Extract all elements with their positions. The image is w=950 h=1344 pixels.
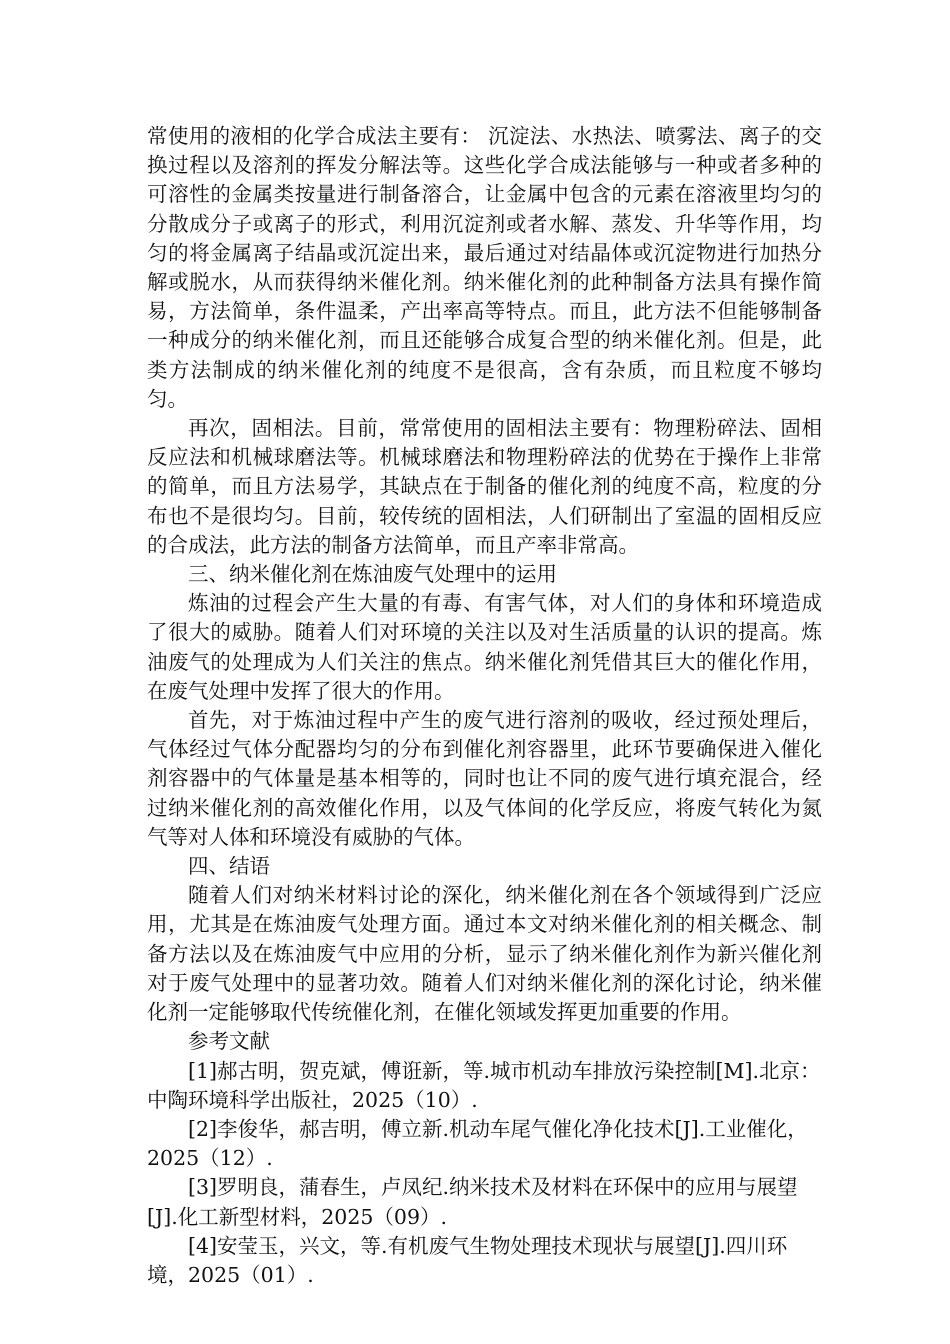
paragraph-conclusion: 随着人们对纳米材料讨论的深化，纳米催化剂在各个领域得到广泛应用，尤其是在炼油废气处理方面。通过本文对纳米催化剂的相关概念、制备方法以及在炼油废气中应用的分析，显示了纳米催化剂作为新兴催化剂对于废气处理中的显著功效。随着人们对纳米催化剂的深化讨论，纳米催化剂一定能够取代传统催化剂，在催化领域发挥更加重要的作用。 bbox=[147, 883, 822, 1025]
section-heading-application: 三、纳米催化剂在炼油废气处理中的运用 bbox=[188, 562, 557, 587]
paragraph-solid-phase-method: 再次，固相法。目前，常常使用的固相法主要有：物理粉碎法、固相反应法和机械球磨法等。机械球磨法和物理粉碎法的优势在于操作上非常的简单，而且方法易学，其缺点在于制备的催化剂的纯度不高，粒度的分布也不是很均匀。目前，较传统的固相法，人们研制出了室温的固相反应的合成法，此方法的制备方法简单，而且产率非常高。 bbox=[147, 416, 822, 557]
paragraph-refinery-gas-hazards: 炼油的过程会产生大量的有毒、有害气体，对人们的身体和环境造成了很大的威胁。随着人们对环境的关注以及对生活质量的认识的提高。炼油废气的处理成为人们关注的焦点。纳米催化剂凭借其巨大的催化作用，在废气处理中发挥了很大的作用。 bbox=[147, 591, 822, 703]
reference-item-2: [2]李俊华，郝吉明，傅立新.机动车尾气催化净化技术[J].工业催化，2025（12）. bbox=[147, 1116, 808, 1171]
references-heading: 参考文献 bbox=[188, 1029, 270, 1054]
section-heading-conclusion: 四、结语 bbox=[188, 854, 270, 879]
reference-item-4: [4]安莹玉，兴文，等.有机废气生物处理技术现状与展望[J].四川环境，2025（01）. bbox=[147, 1233, 788, 1287]
reference-item-3: [3]罗明良，蒲春生，卢凤纪.纳米技术及材料在环保中的应用与展望[J].化工新型材料，2025（09）. bbox=[147, 1175, 798, 1229]
reference-item-1: [1]郝古明，贺克斌，傅诳新，等.城市机动车排放污染控制[M].北京：中陶环境科学出版社，2025（10）. bbox=[147, 1058, 821, 1112]
paragraph-treatment-process: 首先，对于炼油过程中产生的废气进行溶剂的吸收，经过预处理后，气体经过气体分配器均匀的分布到催化剂容器里，此环节要确保进入催化剂容器中的气体量是基本相等的，同时也让不同的废气进行填充混合，经过纳米催化剂的高效催化作用，以及气体间的化学反应，将废气转化为氮气等对人体和环境没有威胁的气体。 bbox=[147, 708, 822, 849]
paragraph-liquid-phase-methods: 常使用的液相的化学合成法主要有： 沉淀法、水热法、喷雾法、离子的交换过程以及溶剂的挥发分解法等。这些化学合成法能够与一种或者多种的可溶性的金属类按量进行制备溶合，让金属中包含的元素在溶液里均匀的分散成分子或离子的形式，利用沉淀剂或者水解、蒸发、升华等作用，均匀的将金属离子结晶或沉淀出来，最后通过对结晶体或沉淀物进行加热分解或脱水，从而获得纳米催化剂。纳米催化剂的此种制备方法具有操作简易，方法简单，条件温柔，产出率高等特点。而且，此方法不但能够制备一种成分的纳米催化剂，而且还能够合成复合型的纳米催化剂。但是，此类方法制成的纳米催化剂的纯度不是很高，含有杂质，而且粒度不够均匀。 bbox=[147, 124, 822, 411]
document-page bbox=[147, 122, 822, 1290]
